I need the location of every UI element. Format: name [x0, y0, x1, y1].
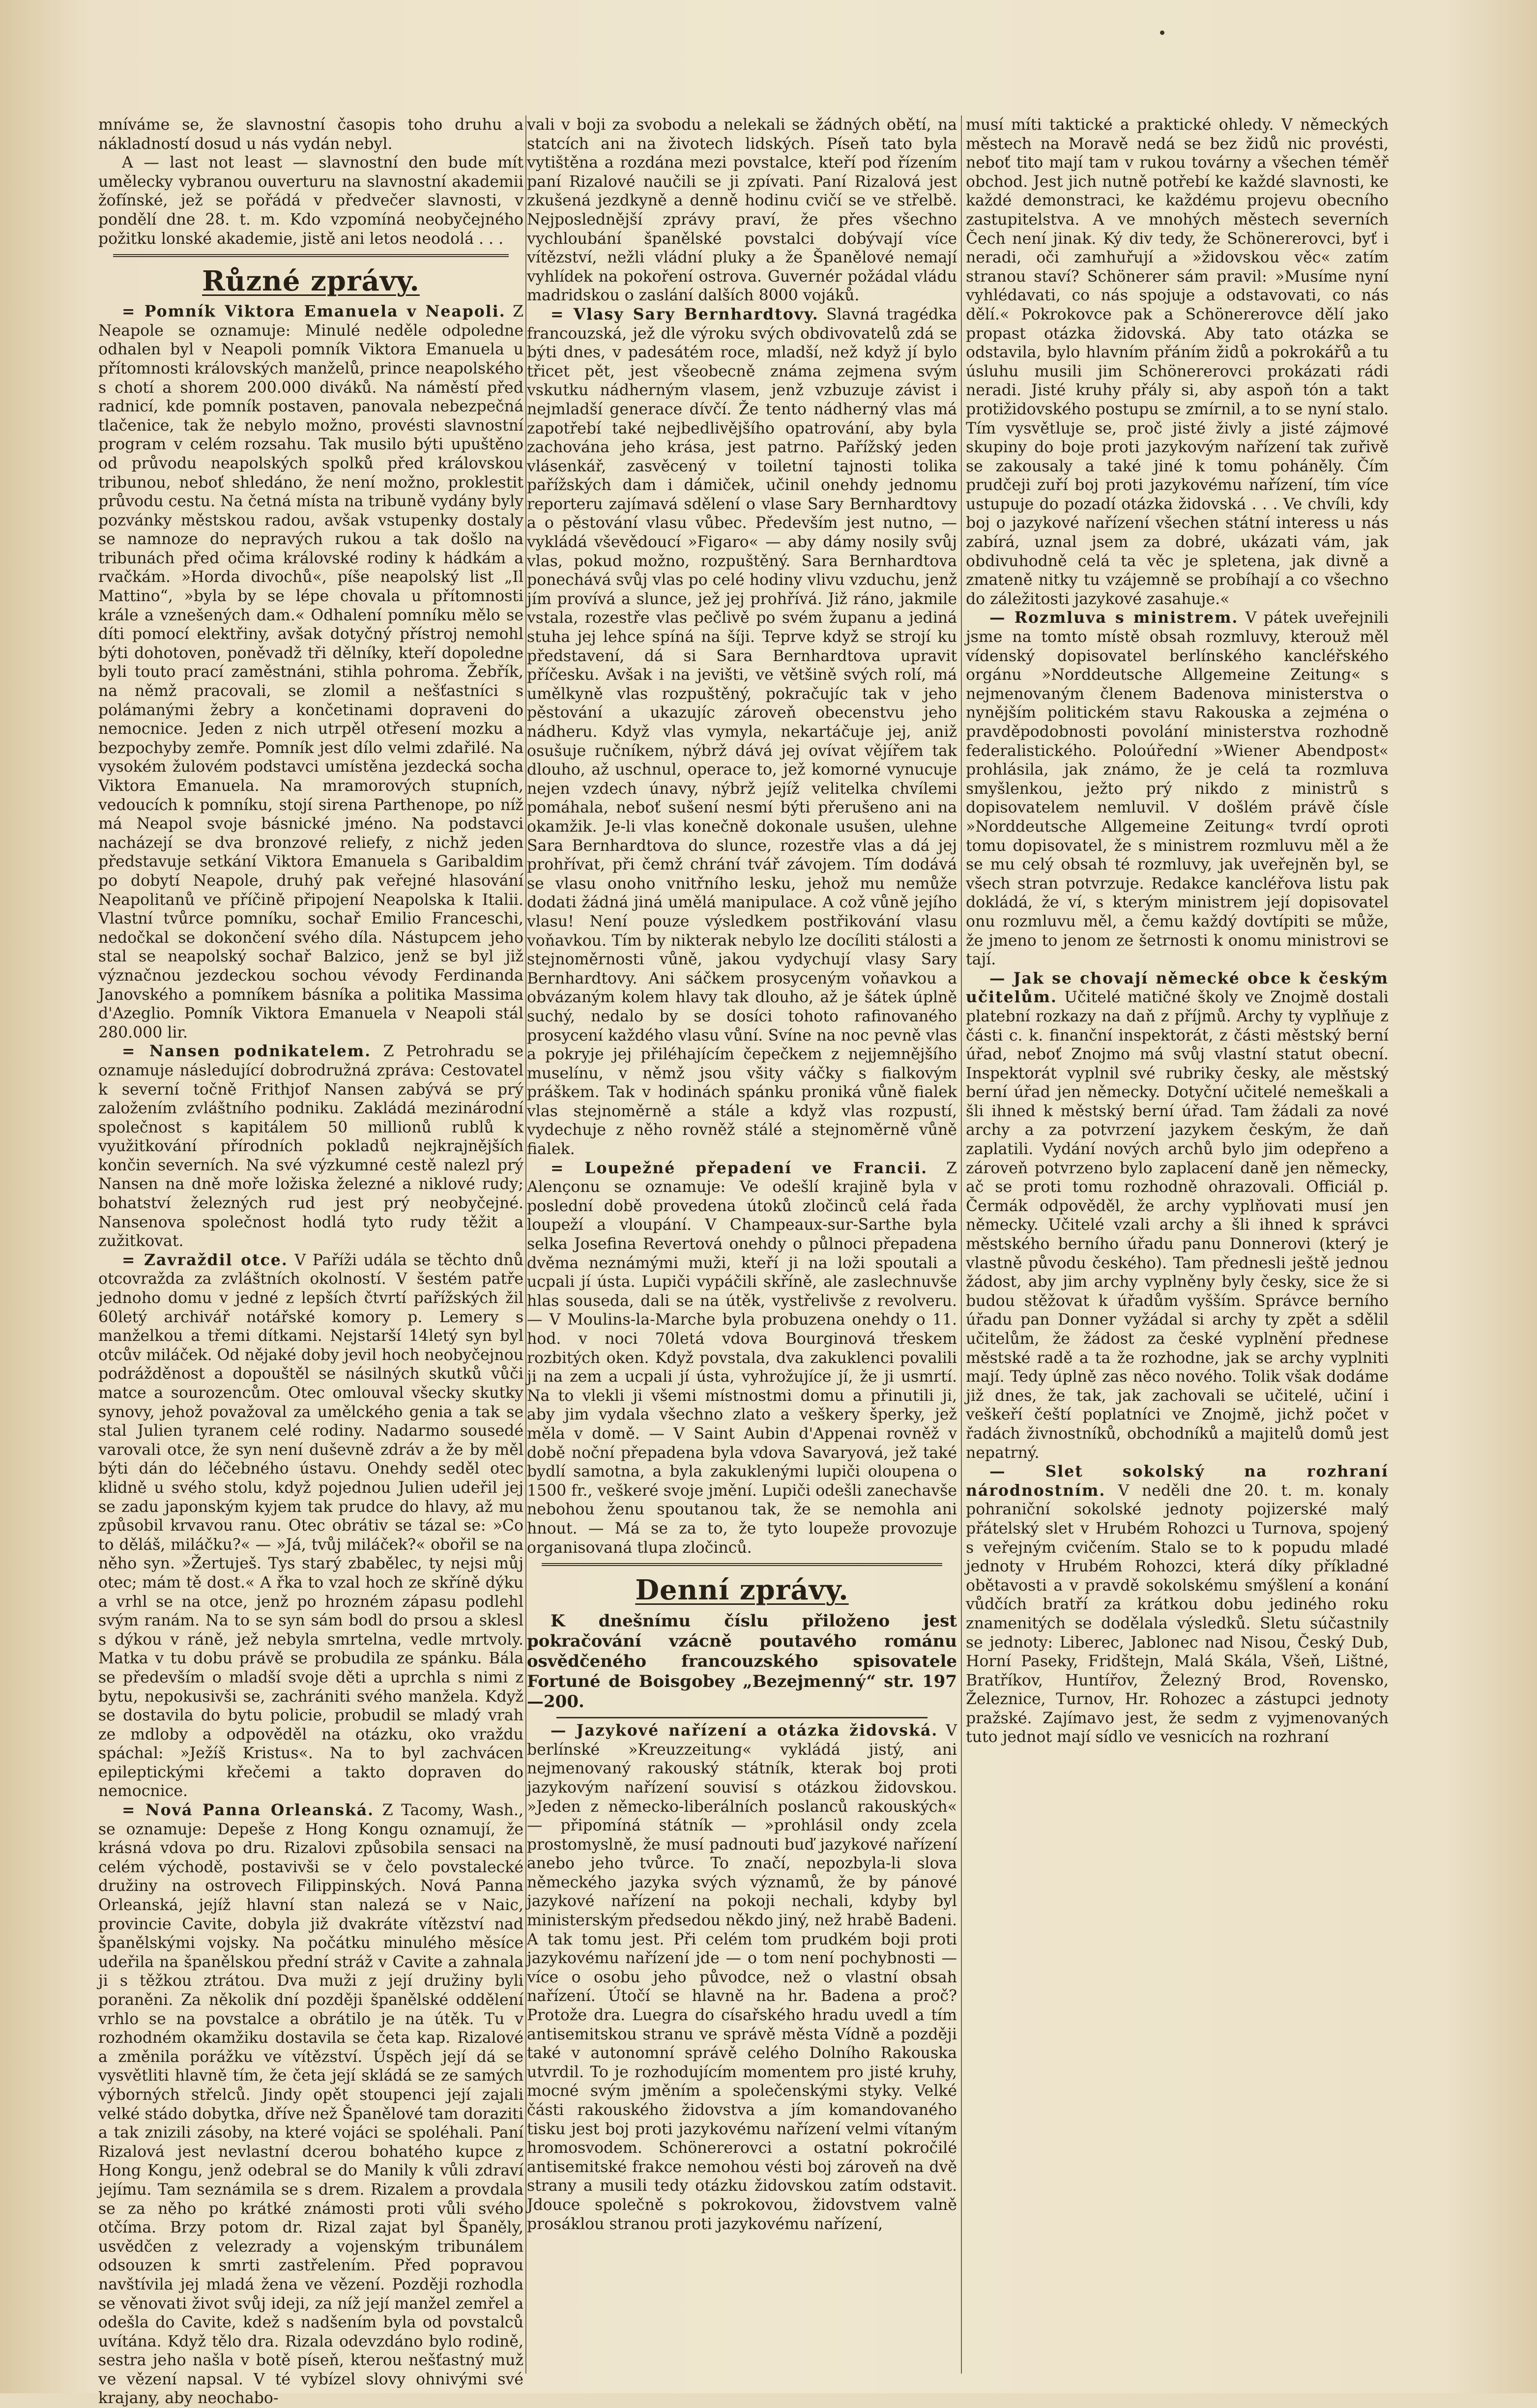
column-3 [966, 116, 1389, 2374]
article-pomnik [98, 302, 523, 1042]
article-heading: — Jak se chovají německé obce k českým učitelům. [966, 969, 1389, 1007]
article-slet-sokolsky [966, 1462, 1389, 1747]
article-heading: — Jazykové nařízení a otázka židovská. [551, 1721, 938, 1740]
section-title-denni-zpravy: Denní zprávy. [635, 1574, 849, 1607]
section-title-ruzne-zpravy: Různé zprávy. [202, 265, 420, 298]
article-heading: = Pomník Viktora Emanuela v Neapoli. [122, 302, 506, 321]
article-body: V Paříži udála se těchto dnů otcovražda za zvláštních okolností. V šestém patře jednoho domu v jedné z lepších čtvrtí pařížských žil 60letý archivář notářské komory p. Lemery s manželkou a třemi dítkami. Nejstarší 14letý syn byl otcův miláček. Od nějaké doby jevil hoch neobyčejnou podrážděnost a dopouštěl se násilných skutků vůči matce a sourozencům. Otec omlouval všecky skutky synovy, jehož považoval za umělckého genia a tak se stal Julien tyranem celé rodiny. Nadarmo sousedé varovali otce, že syn není duševně zdráv a že by měl býti dán do léčebného ústavu. Onehdy seděl otec klidně u svého stolu, když pojednou Julien udeřil jej se zadu japonským kyjem tak prudce do hlavy, až mu způsobil krvavou ranu. Otec obrátiv se tázal se: »Co to děláš, miláčku?« — »Já, tvůj miláček?« obořil se na něho syn. »Žertuješ. Tys starý zbabělec, ty nejsi můj otec; mám tě dost.« A řka to vzal hoch ze skříně dýku a vrhl se na otce, jenž po hrozném zápasu podlehl svým ranám. Na to se syn sám bodl do prsou a sklesl s dýkou v ráně, jež nebyla smrtelna, vedle mrtvoly. Matka v tu dobu právě se probudila ze spánku. Bála se především o mladší svoje děti a uprchla s nimi z bytu, nepokusivši se, zachrániti svého manžela. Když se dostavila do bytu policie, probudil se mladý vrah ze mdloby a odpověděl na otázku, oko vraždu spáchal: »Ježíš Kristus«. Na to byl zachvácen epileptickými křečemi a takto dopraven do nemocnice. [98, 1251, 524, 1800]
article-heading: = Vlasy Sary Bernhardtovy. [551, 305, 819, 323]
article-panna-orleanska [98, 1801, 523, 2408]
article-body: Slavná tragédka francouzská, jež dle výroku svých obdivovatelů zdá se býti dnes, v padesátém roce, mladší, než když jí bylo třicet pět, jest všeobecně známa zejmena svým vskutku nádherným vlasem, jenž vzbuzuje závist i nejmladší generace dívčí. Že tento nádherný vlas má zapotřebí také nejbedlivějšího opatrování, aby byla zachována jeho krása, jest patrno. Pařížský jeden vlásenkář, zasvěcený v toiletní tajnosti tolika pařížských dam i dámiček, učinil onehdy jednomu reporteru zajímavá sdělení o vlase Sary Bernhardtovy a o pěstování vlasu vůbec. Především jest nutno, — vykládá vševědoucí »Figaro« — aby dámy nosily svůj vlas, pokud možno, rozpuštěný. Sara Bernhardtova ponechává svůj vlas po celé hodiny vlivu vzduchu, jenž jím provívá a slunce, jež jej prohřívá. Již ráno, jakmile vstala, rozestře vlas pečlivě po svém županu a jediná stuha jej lehce spíná na šíji. Teprve když se strojí ku představení, dá si Sara Bernhardtova upravit příčesku. Avšak i na jevišti, ve většině svých rolí, má umělkyně vlas rozpuštěný, pokračujíc tak v jeho pěstování a ukazujíc zároveň obecenstvu jeho nádheru. Když vlas vymyla, nekartáčuje jej, aniž osušuje ručníkem, nýbrž dává jej ovívat vějířem tak dlouho, až uschnul, operace to, jež komorné vynucuje nejen vzdech únavy, nýbrž jejíž velitelka chvílemi pomáhala, neboť sušení nesmí býti přerušeno ani na okamžik. Je-li vlas konečně dokonale usušen, ulehne Sara Bernhardtova do slunce, rozestře vlas a dá jej prohřívat, při čemž chrání tvář závojem. Tím dodává se vlasu onoho vnitřního lesku, jehož mu nemůže dodati žádná jiná umělá manipulace. A což vůně jejího vlasu! Není pouze výsledkem postřikování vlasu voňavkou. Tím by nikterak nebylo lze docíliti stálosti a stejnoměrnosti vůně, jakou vydychují vlasy Sary Bernhardtovy. Ani sáčkem prosyceným voňavkou a obvázaným kolem hlavy tak dlouho, až je šátek úplně suchý, nedalo by se dosíci tohoto rafinovaného prosycení každého vlasu vůní. Svíne na noc pevně vlas a pokryje jej přiléhajícím čepečkem z nejjemnějšího muselínu, v němž jsou všity váčky s fialkovým práškem. Tak v hodinách spánku proniká vůně fialek vlas stejnoměrně a stále a když vlas rozpustí, vydechuje z něho rovněž stálé a stejnoměrně vůně fialek. [527, 305, 957, 1159]
article-heading: = Zavraždil otce. [122, 1250, 288, 1269]
paragraph-continued: musí míti taktické a praktické ohledy. V německých městech na Moravě nedá se bez židů nic provésti, neboť tito mají tam v rukou továrny a všechen téměř obchod. Jest jich nutně potřebí ke každé slavnosti, ke každé demonstraci, ke každému projevu obecního zastupitelstva. A ve mnohých městech severních Čech není jinak. Ký div tedy, že Schönererovci, byť i neradi, oči zamhuřují a »židovskou věc« zatím stranou staví? Schönerer sám pravil: »Musíme nyní vyhlédavati, co nás spojuje a odstavovati, co nás dělí.« Pokrokovce pak a Schönererovce dělí jako propast otázka židovská. Aby tato otázka se odstavila, bylo hlavním přáním židů a pokrokářů a tu úsluhu musili jim Schönererovci prokázati rádi neradi. Jisté kruhy přály si, aby aspoň tón a takt protižidovského postupu se zmírnil, a to se nyní stalo. Tím vysvětluje se, proč jisté živly a jisté zájmové skupiny do boje proti jazykovým nařízení tak zuřivě se zakousaly a také jiné k tomu poháněly. Čím prudčeji zuří boj proti jazykovému nařízení, tím více ustupuje do pozadí otázka židovská . . . Ve chvíli, kdy boj o jazykové nařízení všechen státní interess u nás zabírá, uznal jsem za dobré, ukázati vám, jak obdivuhodně celá ta věc je spletena, jak divně a zmateně nitky tu vzájemně se probíhají a co všechno do záležitosti jazykové zasahuje.« [966, 116, 1389, 608]
article-nansen [98, 1042, 523, 1251]
column-2 [527, 116, 957, 2374]
article-zavrazdil-otce [98, 1251, 523, 1801]
article-ucitele [966, 969, 1389, 1462]
article-heading: = Nová Panna Orleanská. [122, 1801, 375, 1820]
section-divider [113, 254, 509, 257]
article-body: Z Alençonu se oznamuje: Ve odešlí krajině byla v poslední době provedena útoků zločinců celá řada loupeží a vloupání. V Champeaux-sur-Sarthe byla selka Josefina Revertová onehdy o půlnoci přepadena dvěma neznámými muži, kteří ji na loži spoutali a ucpali jí ústa. Lupiči vypáčili skříně, ale zaslechnuvše hlas souseda, dali se na útěk, vystřelivše z revolveru. — V Moulins-la-Marche byla probuzena onehdy o 11. hod. v noci 70letá vdova Bourginová třeskem rozbitých oken. Když povstala, dva zakuklenci povalili ji na zem a ucpali jí ústa, vyhrožujíce jí, že ji usmrtí. Na to vlekli ji všemi místnostmi domu a přinutili ji, aby jim vydala všechno zlato a veškery šperky, jež měla v domě. — V Saint Aubin d'Appenai rovněž v době noční přepadena byla vdova Savaryová, jež také bydlí samotna, a byla zakuklenými lupiči oloupena o 1500 fr., veškeré svoje jmění. Lupiči odešli zanechavše nebohou ženu spoutanou tak, že se nemohla ani hnout. — Má se za to, že tyto loupeže provozuje organisovaná tlupa zločinců. [527, 1159, 957, 1557]
paragraph-akademie: A — last not least — slavnostní den bude mít umělecky vybranou ouverturu na slavnostní akademii žofínské, jež se pořádá v předvečer slavnosti, v pondělí dne 28. t. m. Kdo vzpomíná neobyčejného požitku lonské akademie, jistě ani letos neodolá . . . [98, 154, 523, 248]
article-heading: = Loupežné přepadení ve Francii. [551, 1159, 928, 1177]
notice-divider [556, 1717, 928, 1718]
paragraph-continued: mníváme se, že slavnostní časopis toho druhu a nákladností dosud u nás vydán nebyl. [98, 116, 523, 153]
article-body: V neděli dne 20. t. m. konaly pohraniční sokolské jednoty pojizerské malý přátelský slet v Hrubém Rohozci u Turnova, spojený s veřejným cvičením. Stalo se to k popudu mladé jednoty v Hrubém Rohozci, která díky příkladné obětavosti a v pravdě sokolskému smýšlení a konání vůdčích bratří za krátkou dobu jediného roku znamenitých se dodělala výsledků. Sletu súčastnily se jednoty: Liberec, Jablonec nad Nisou, Český Dub, Horní Paseky, Fridštejn, Malá Skála, Všeň, Lištné, Bratříkov, Huntířov, Železný Brod, Rovensko, Železnice, Turnov, Hr. Rohozec a zástupci jednoty pražské. Zajímavo jest, že sedm z vyjmenovaných tuto jednot mají sídlo ve vesnicích na rozhraní [966, 1481, 1389, 1746]
article-body: Z Neapole se oznamuje: Minulé neděle odpoledne odhalen byl v Neapoli pomník Viktora Emanuela u přítomnosti královských manželů, prince neapolského s chotí a shorem 200.000 diváků. Na náměstí před radnicí, kde pomník postaven, panovala nebezpečná tlačenice, tak že nebylo možno, provésti slavnostní program v celém rozsahu. Tak musilo býti upuštěno od průvodu neapolských spolků před královskou tribunou, neboť shledáno, že není možno, proklestit průvodu cestu. Na četná místa na tribuně vydány byly pozvánky městskou radou, avšak vstupenky dostaly se namnoze do nepravých rukou a tak došlo na tribunách před očima královské rodiny k hádkám a rvačkám. »Horda divochů«, píše neapolský list „Il Mattino“, »byla by se lépe chovala u přítomnosti krále a vznešených dam.« Odhalení pomníku mělo se díti pomocí elektřiny, avšak dotyčný přístroj nemohl býti dohotoven, poněvadž tři dělníky, kteří dopoledne byli touto prací zaměstnáni, stihla pohroma. Žebřík, na němž pracovali, se zlomil a nešťastníci s polámanými žebry a končetinami dopraveni do nemocnice. Jeden z nich utrpěl otřesení mozku a bezpochyby zemře. Pomník jest dílo velmi zdařilé. Na vysokém žulovém podstavci umístěna jezdecká socha Viktora Emanuela. Na mramorových stupních, vedoucích k pomníku, stojí sirena Parthenope, po níž má Neapol svoje básnické jméno. Na podstavci nacházejí se dva bronzové reliefy, z nichž jeden představuje setkání Viktora Emanuela s Garibaldim po dobytí Neapole, druhý pak veřejné hlasování Neapolitanů ve příčině připojení Neapolska k Italii. Vlastní tvůrce pomníku, sochař Emilio Franceschi, nedočkal se dokončení svého díla. Nástupcem jeho stal se neapolský sochař Balzico, jenž se byl již význačnou jezdeckou sochou vévody Ferdinanda Janovského a pomníkem básníka a politika Massima d'Azeglio. Pomník Viktora Emanuela v Neapoli stál 280.000 lir. [98, 303, 523, 1042]
column-rule-1 [525, 116, 526, 2374]
article-heading: — Rozmluva s ministrem. [989, 609, 1239, 627]
article-heading: = Nansen podnikatelem. [122, 1042, 372, 1061]
column-1 [98, 116, 524, 2408]
article-body: V pátek uveřejnili jsme na tomto místě obsah rozmluvy, kterouž měl vídenský dopisovatel berlínského kancléřského orgánu »Norddeutsche Allgemeine Zeitung« s nejmenovaným členem Badenova ministerstva o nynějším politickém stavu Rakouska a zejména o pravděpodobnosti povolání ministerstva rozhodně federalistického. Poloúřední »Wiener Abendpost« prohlásila, jak známo, že je celá ta rozmluva smyšlenkou, ježto prý nikdo z ministrů s dopisovatelem nemluvil. V došlém právě čísle »Norddeutsche Allgemeine Zeitung« tvrdí oproti tomu dopisovatel, že s ministrem rozmluvu měl a že se mu celý obsah té rozmluvy, jak uveřejněn byl, se všech stran potvrzuje. Redakce kancléřova listu pak dokládá, že ví, s kterým ministrem její dopisovatel onu rozmluvu měl, a čemu každý dovtípiti se může, že jmeno to jenom ze šetrnosti k onomu ministrovi se tají. [966, 609, 1389, 969]
paragraph-continued: vali v boji za svobodu a nelekali se žádných obětí, na statcích ani na životech lidských. Píseň tato byla vytištěna a rozdána mezi povstalce, kteří pod řízením paní Rizalové naučili se ji zpívati. Paní Rizalová jest zkušená jezdkyně a denně hodinu cvičí se ve střelbě. Nejposlednější zprávy praví, že přes všechno vychloubání španělské povstalci dobývají více vítězství, nežli vládní pluky a že Španělové nemají vyhlídek na pokoření ostrova. Guvernér požádal vládu madridskou o zaslání dalších 8000 vojáků. [527, 116, 957, 305]
article-rozmluva [966, 609, 1389, 969]
section-divider [542, 1563, 942, 1566]
article-body: Z Petrohradu se oznamuje následující dobrodružná zpráva: Cestovatel k severní točně Frithjof Nansen zabývá se prý založením zvláštního podniku. Zakládá mezinárodní společnost s kapitálem 50 millionů rublů k využitkování přírodních pokladů nejkrajnějších končin severních. Na své výzkumné cestě nalezl prý Nansen na dně moře ložiska železné a niklové rudy; bohatství železných rud jest prý neobyčejné. Nansenova společnost hodlá tyto rudy těžit a zužitkovat. [98, 1043, 524, 1250]
article-body: Učitelé matičné školy ve Znojmě dostali platební rozkazy na daň z příjmů. Archy ty vyplňuje z části c. k. finanční inspektorát, z části městský berní úřad, neboť Znojmo má svůj vlastní statut obecní. Inspektorát vyplnil své rubriky česky, ale městský berní úřad jen německy. Dotyční učitelé nemeškali a šli ihned k městský berní úřad. Tam žádali za nové archy a za potvrzení jazykem českým, že daň zaplatili. Vydání nových archů bylo jim odepřeno a zároveň potvrzeno bylo zaplacení daně jen německy, ač se proti tomu rozhodně ohrazovali. Officiál p. Čermák odpověděl, že archy vyplňovati musí jen německy. Učitelé vzali archy a šli ihned k správci městského berního úřadu panu Donnerovi (který je vlastně původu českého). Tam přednesli ještě jednou žádost, aby jim archy vyplněny byly česky, sice že si budou stěžovat k úřadům vyšším. Správce berního úřadu pan Donner vyžádal si archy ty zpět a sdělil učitelům, že žádost za české vyplnění přednese městské radě a ta že rozhodne, jak se archy vyplniti mají. Tedy úplně zas něco nového. Tolik však dodáme již dnes, že tak, jak zachovali se učitelé, učiní i veškeří čeští poplatníci ve Znojmě, jichž počet v řadách živnostníků, obchodníků a majitelů domů jest nepatrný. [966, 988, 1389, 1462]
ink-speck [1160, 30, 1164, 35]
article-vlasy [527, 305, 957, 1159]
article-jazykove-narizeni [527, 1721, 957, 2234]
article-body: V berlínské »Kreuzzeitung« vykládá jistý, ani nejmenovaný rakouský státník, kterak boj proti jazykovým nařízení souvisí s otázkou židovskou. »Jeden z německo-liberálních poslanců rakouských« — připomíná státník — »prohlásil ondy zcela prostomyslně, že musí padnouti buď jazykové nařízení anebo jeho tvůrce. To značí, nepozbyla-li slova německého jazyka svých významů, že by pánové jazykové nařízení na pokoji nechali, kdyby byl ministerským předsedou někdo jiný, než hrabě Badeni. A tak tomu jest. Při celém tom prudkém boji proti jazykovému nařízení jde — o tom není pochybnosti — více o osobu jeho původce, než o vlastní obsah nařízení. Útočí se hlavně na hr. Badena a proč? Protože dra. Luegra do císařského hradu uvedl a tím antisemitskou stranu ve správě města Vídně a později také v autonomní správě celého Dolního Rakouska utvrdil. To je rozhodujícím momentem pro jisté kruhy, mocné svým jměním a společenskými styky. Velké části rakouského židovstva a jím komandovaného tisku jest boj proti jazykovému nařízení velmi vítaným hromosvodem. Schönererovci a ostatní pokročilé antisemitské frakce nemohou vésti boj zároveň na dvě strany a musili tedy otázku židovskou zatím odstavit. Jdouce společně s pokrokovou, židovstvem valně prosáklou stranou proti jazykovému nařízení, [527, 1722, 957, 2233]
column-rule-2 [961, 116, 962, 2374]
article-heading: — Slet sokolský na rozhraní národnostním. [966, 1462, 1389, 1500]
article-body: Z Tacomy, Wash., se oznamuje: Depeše z Hong Kongu oznamují, že krásná vdova po dru. Rizalovi způsobila sensaci na celém východě, postavivši se v čelo povstalecké družiny na ostrovech Filippinských. Nová Panna Orleanská, jejíž hlavní stan nalezá se v Naic, provincie Cavite, dobyla již dvakráte vítězství nad španělskými vojsky. Na počátku minulého měsíce udeřila na španělskou přední stráž v Cavite a zahnala ji s těžkou ztrátou. Dva muži z její družiny byli poraněni. Za několik dní později španělské oddělení vrhlo se na povstalce a obrátilo je na útěk. Tu v rozhodném okamžiku dostavila se četa kap. Rizalové a změnila porážku ve vítězství. Úspěch její dá se vysvětliti hlavně tím, že četa její skládá se ze samých výborných střelců. Jindy opět stoupenci její zajali velké stádo dobytka, dříve než Španělové tam doraziti a tak znizili zásoby, na které vojáci se spoléhali. Paní Rizalová jest nevlastní dcerou bohatého kupce z Hong Kongu, jenž odebral se do Manily k vůli zdraví jejímu. Tam seznámila se s drem. Rizalem a provdala se za něho po krátké známosti proti vůli svého otčíma. Brzy potom dr. Rizal zajat byl Španěly, usvědčen z velezrady a vojenským tribunálem odsouzen k smrti zastřelením. Před popravou navštívila jej mladá žena ve vězení. Později rozhodla se věnovati život svůj ideji, za níž její manžel zemřel a odešla do Cavite, kdež s nadšením byla od povstalců uvítána. Když tělo dra. Rizala odevzdáno bylo rodině, sestra jeho našla v botě píseň, kterou nešťastný muž ve vězení napsal. V té vybízel slovy ohnivými své krajany, aby neochabo- [98, 1801, 523, 2408]
supplement-notice: K dnešnímu číslu přiloženo jest pokračování vzácně poutavého románu osvědčeného francouzského spisovatele Fortuné de Boisgobey „Bezejmenný“ str. 197—200. [527, 1611, 957, 1712]
article-loupezne-prepadeni [527, 1159, 957, 1557]
